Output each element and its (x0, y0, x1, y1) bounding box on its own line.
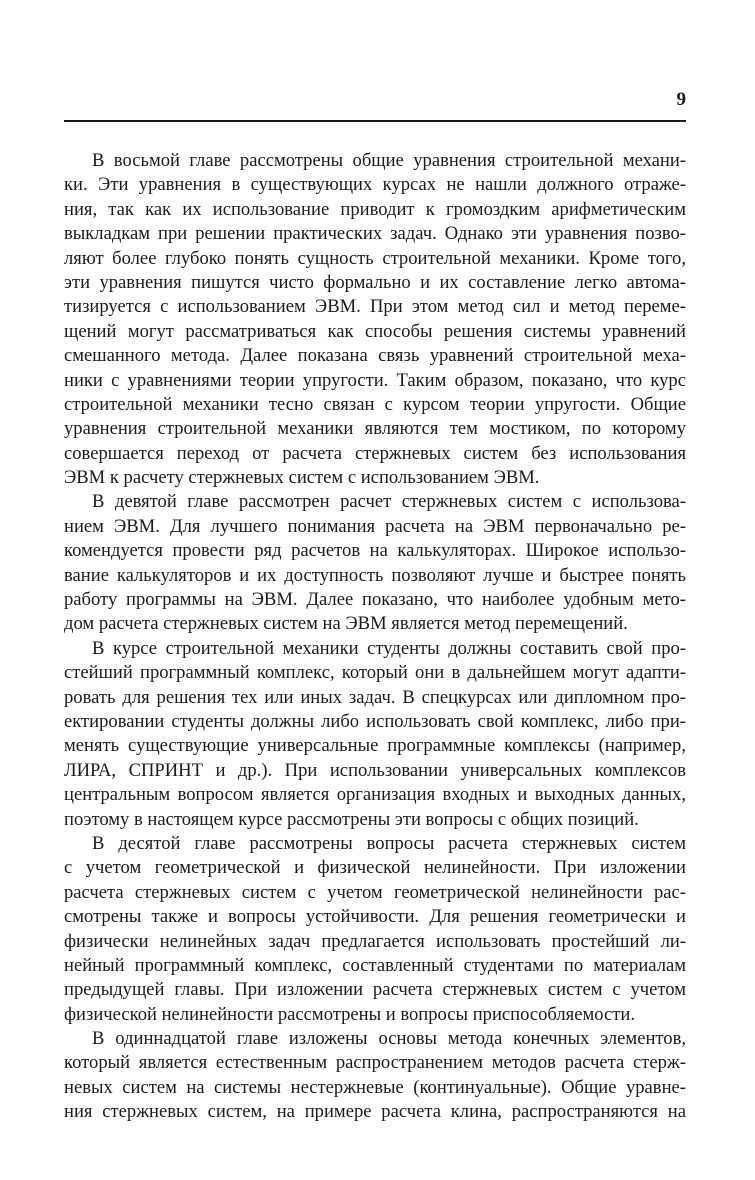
text-line: В десятой главе рассмотрены вопросы расчета стержневых систем (92, 832, 686, 854)
text-line: ектировании студенты должны либо использовать свой комплекс, либо при- (64, 710, 686, 732)
text-line: смотрены также и вопросы устойчивости. Для решения геометрически и (64, 906, 686, 928)
page-number: 9 (676, 89, 686, 110)
text-line: комендуется провести ряд расчетов на калькуляторах. Широкое использо- (64, 540, 686, 562)
text-line: невых систем на системы нестержневые (континуальные). Общие уравне- (64, 1076, 686, 1098)
text-line: эти уравнения пишутся чисто формально и их составление легко автома- (64, 271, 686, 293)
text-line: тизируется с использованием ЭВМ. При этом метод сил и метод переме- (64, 296, 686, 318)
text-line: с учетом геометрической и физической нелинейности. При изложении (64, 857, 686, 879)
text-line: щений могут рассматриваться как способы решения системы уравнений (64, 320, 686, 342)
paragraph-chapter-11 (64, 1027, 686, 1125)
text-line: ники с уравнениями теории упругости. Таким образом, показано, что курс (64, 369, 686, 391)
text-line: ЛИРА, СПРИНТ и др.). При использовании универсальных комплексов (64, 759, 686, 781)
text-line: предыдущей главы. При изложении расчета стержневых систем с учетом (64, 979, 686, 1001)
text-line: ния стержневых систем, на примере расчета клина, распространяются на (64, 1101, 686, 1123)
text-line: выкладкам при решении практических задач. Однако эти уравнения позво- (64, 223, 686, 245)
text-line: ния, так как их использование приводит к громоздким арифметическим (64, 198, 686, 220)
text-line: В одиннадцатой главе изложены основы метода конечных элементов, (92, 1028, 686, 1050)
text-line: В восьмой главе рассмотрены общие уравнения строительной механи- (92, 150, 686, 171)
text-line: совершается переход от расчета стержневых систем без использования (64, 442, 686, 464)
text-line: строительной механики тесно связан с курсом теории упругости. Общие (64, 393, 686, 415)
body-text (64, 149, 686, 1125)
text-line: менять существующие универсальные программные комплексы (например, (64, 735, 686, 757)
text-line: стейший программный комплекс, который они в дальнейшем могут адапти- (64, 662, 686, 684)
text-line: физически нелинейных задач предлагается использовать простейший ли- (64, 930, 686, 952)
text-line: нейный программный комплекс, составленный студентами по материалам (64, 954, 686, 976)
paragraph-chapter-10 (64, 832, 686, 1027)
text-line: смешанного метода. Далее показана связь уравнений строительной меха- (64, 345, 686, 367)
text-line: В курсе строительной механики студенты должны составить свой про- (92, 637, 686, 659)
text-line: уравнения строительной механики являются тем мостиком, по которому (64, 418, 686, 440)
text-line: ки. Эти уравнения в существующих курсах не нашли должного отраже- (64, 174, 686, 196)
header-rule (64, 120, 686, 122)
paragraph-chapter-9 (64, 490, 686, 636)
text-line: вание калькуляторов и их доступность позволяют лучше и быстрее понять (64, 564, 686, 586)
text-line: ляют более глубоко понять сущность строительной механики. Кроме того, (64, 247, 686, 269)
text-line: ровать для решения тех или иных задач. В спецкурсах или дипломном про- (64, 686, 686, 708)
paragraph-chapter-8 (64, 149, 686, 490)
text-line: поэтому в настоящем курсе рассмотрены эти вопросы с общих позиций. (64, 808, 639, 830)
text-line: дом расчета стержневых систем на ЭВМ является метод перемещений. (64, 613, 628, 635)
text-line: В девятой главе рассмотрен расчет стержневых систем с использова- (92, 491, 686, 513)
paragraph-software-course (64, 637, 686, 832)
text-line: физической нелинейности рассмотрены и вопросы приспособляемости. (64, 1003, 635, 1025)
text-line: нием ЭВМ. Для лучшего понимания расчета на ЭВМ первоначально ре- (64, 515, 686, 537)
text-line: центральным вопросом является организация входных и выходных данных, (64, 784, 686, 806)
text-line: расчета стержневых систем с учетом геометрической нелинейности рас- (64, 881, 686, 903)
text-line: который является естественным распространением методов расчета стерж- (64, 1052, 686, 1074)
text-line: ЭВМ к расчету стержневых систем с использованием ЭВМ. (64, 467, 540, 489)
text-line: работу программы на ЭВМ. Далее показано, что наиболее удобным мето- (64, 589, 686, 611)
